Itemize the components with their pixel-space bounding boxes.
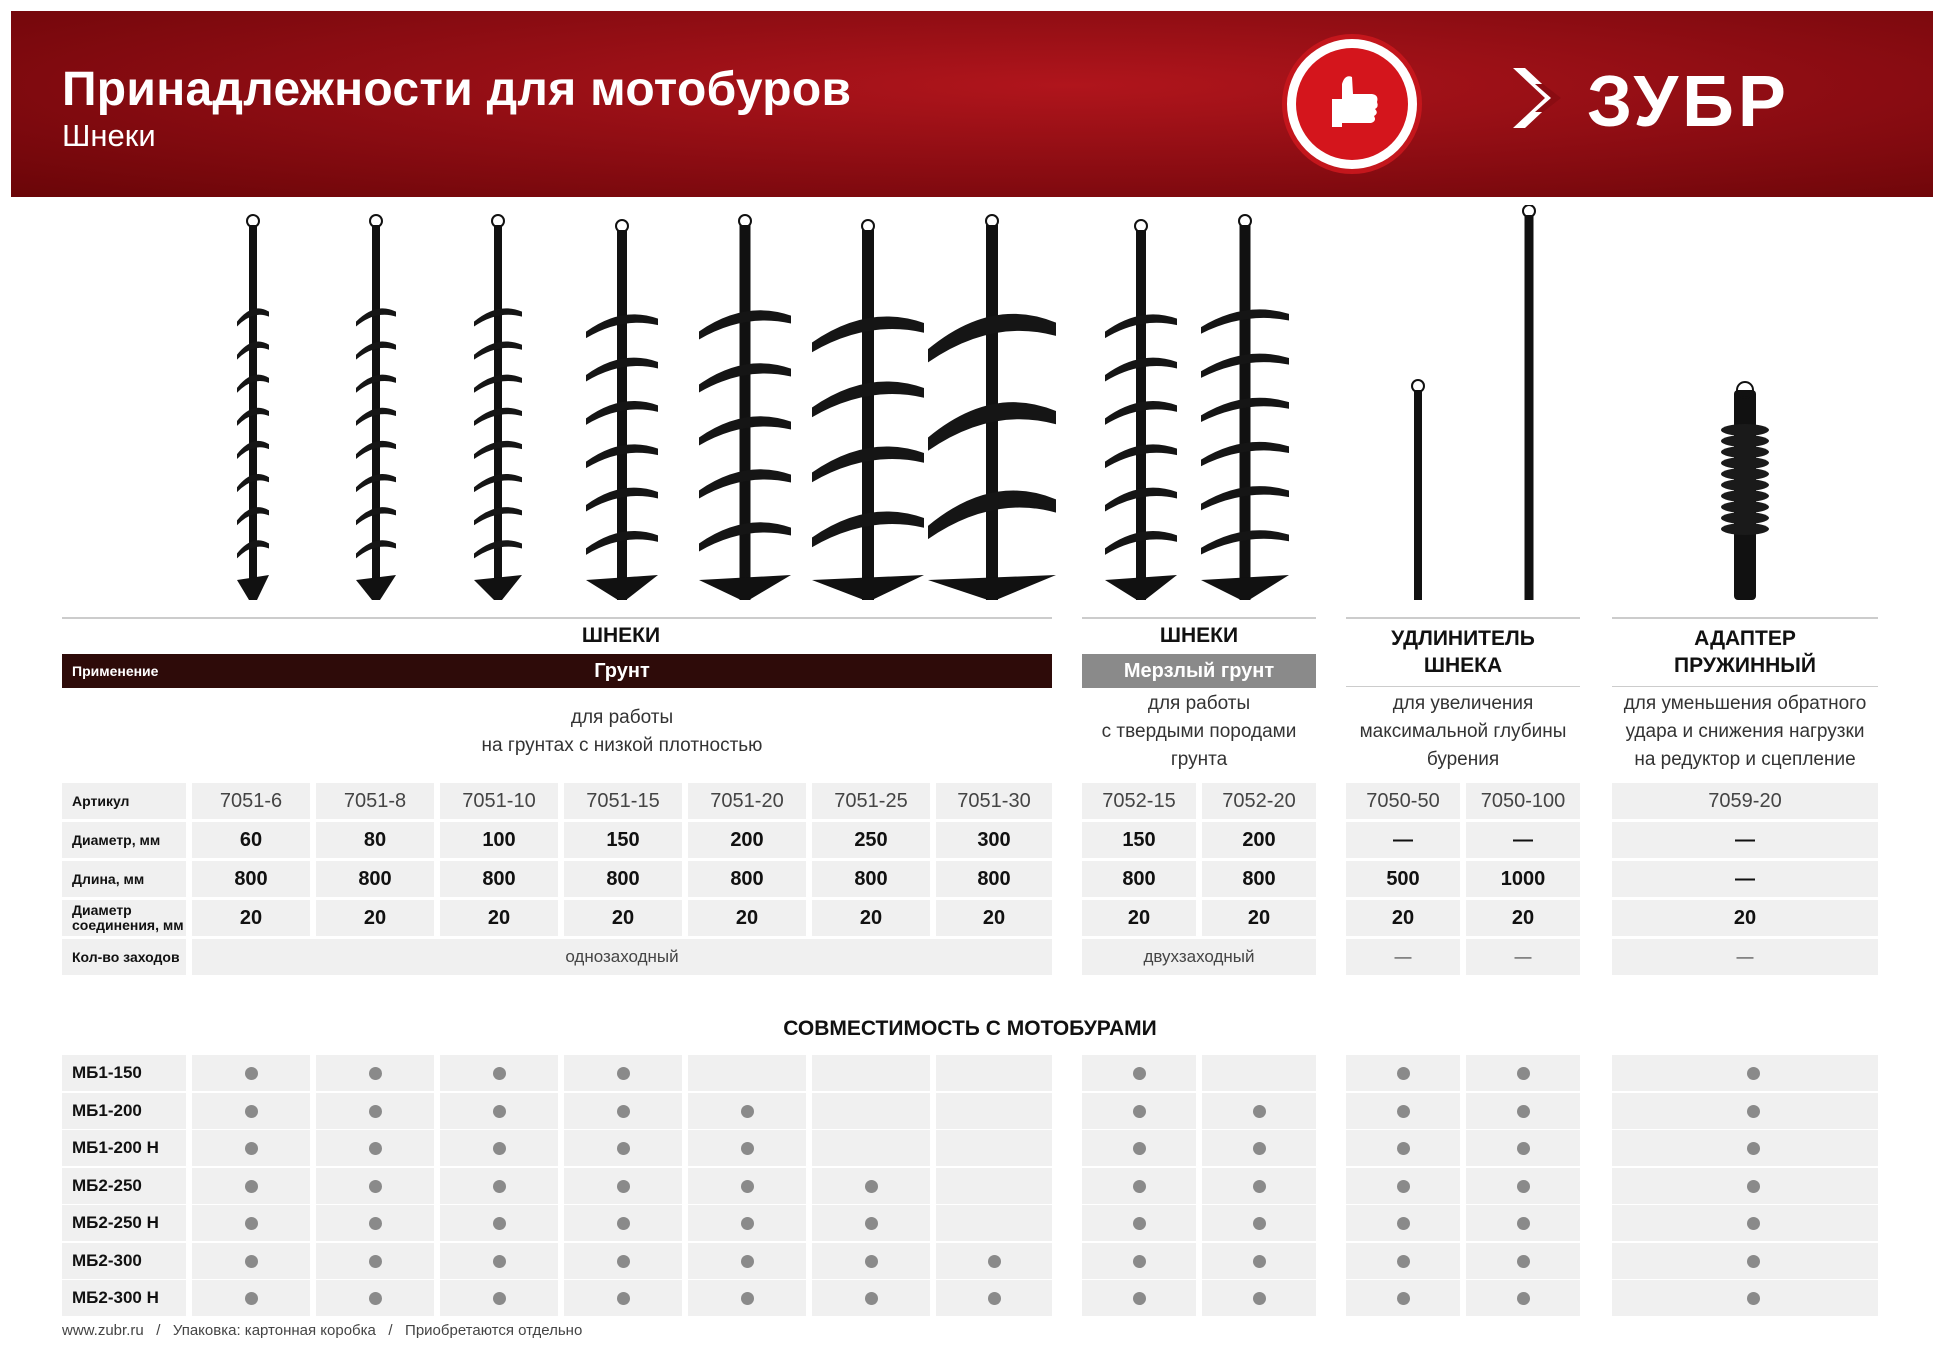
spec-conn-cell: 20 xyxy=(1346,900,1460,936)
spec-conn-cell: 20 xyxy=(936,900,1052,936)
compat-cell xyxy=(1612,1205,1878,1241)
compat-dot xyxy=(617,1217,630,1230)
auger-image xyxy=(1201,215,1289,600)
spec-article-cell: 7052-20 xyxy=(1202,783,1316,819)
spec-length-cell: 800 xyxy=(316,861,434,897)
spec-length-cell: 800 xyxy=(564,861,682,897)
spec-conn-cell: 20 xyxy=(1202,900,1316,936)
spec-diameter-cell: 150 xyxy=(564,822,682,858)
compat-dot xyxy=(1133,1292,1146,1305)
compat-dot xyxy=(369,1217,382,1230)
compat-dot xyxy=(1133,1255,1146,1268)
compat-cell xyxy=(688,1055,806,1091)
spec-passes-frozen: двухзаходный xyxy=(1082,939,1316,975)
compat-dot xyxy=(1747,1105,1760,1118)
compat-dot xyxy=(493,1255,506,1268)
compat-dot xyxy=(1253,1255,1266,1268)
compat-dot xyxy=(741,1142,754,1155)
spec-length-cell: 800 xyxy=(812,861,930,897)
spec-length-cell: 500 xyxy=(1346,861,1460,897)
spec-article-cell: 7051-30 xyxy=(936,783,1052,819)
compat-dot xyxy=(369,1292,382,1305)
auger-shape xyxy=(1721,490,1769,502)
compat-dot xyxy=(617,1142,630,1155)
compat-row-label: МБ1-150 xyxy=(62,1055,186,1091)
compat-cell xyxy=(1612,1130,1878,1166)
auger-shape xyxy=(356,575,396,600)
compat-cell xyxy=(936,1130,1052,1166)
section-divider xyxy=(1612,686,1878,687)
compat-cell xyxy=(812,1093,930,1129)
row-label-connection xyxy=(62,900,186,936)
spec-conn-cell: 20 xyxy=(316,900,434,936)
quality-badge xyxy=(1282,34,1422,174)
spec-conn-cell: 20 xyxy=(812,900,930,936)
compat-dot xyxy=(617,1255,630,1268)
spec-conn-cell: 20 xyxy=(1466,900,1580,936)
auger-shape xyxy=(617,230,627,600)
section-title-extension-1: УДЛИНИТЕЛЬ xyxy=(1391,627,1535,650)
compat-dot xyxy=(493,1217,506,1230)
compat-dot xyxy=(1747,1292,1760,1305)
compat-dot xyxy=(1397,1217,1410,1230)
compat-dot xyxy=(369,1255,382,1268)
compat-cell xyxy=(812,1055,930,1091)
row-label-connection-2: соединения, мм xyxy=(72,917,184,933)
spec-length-cell: — xyxy=(1612,861,1878,897)
compat-dot xyxy=(1517,1105,1530,1118)
auger-shape xyxy=(1201,575,1289,600)
compat-dot xyxy=(493,1180,506,1193)
auger-shape xyxy=(586,575,658,600)
spec-diameter-cell: 250 xyxy=(812,822,930,858)
compat-cell xyxy=(812,1130,930,1166)
page-title: Принадлежности для мотобуров xyxy=(62,63,852,116)
section-title-extension-2: ШНЕКА xyxy=(1423,654,1503,677)
auger-shape xyxy=(1721,512,1769,524)
spec-diameter-cell: — xyxy=(1466,822,1580,858)
compat-dot xyxy=(617,1105,630,1118)
spec-article-cell: 7051-8 xyxy=(316,783,434,819)
compat-dot xyxy=(865,1180,878,1193)
compat-dot xyxy=(1133,1067,1146,1080)
section-divider xyxy=(1082,617,1316,619)
auger-shape xyxy=(928,575,1056,600)
auger-shape xyxy=(1721,457,1769,469)
adapter-image xyxy=(1721,382,1769,600)
section-title-frozen: ШНЕКИ xyxy=(1159,624,1239,647)
compat-dot xyxy=(741,1255,754,1268)
compat-dot xyxy=(1253,1292,1266,1305)
compat-dot xyxy=(1397,1142,1410,1155)
auger-shape xyxy=(1721,446,1769,458)
spec-length-cell: 800 xyxy=(1202,861,1316,897)
spec-article-cell: 7051-20 xyxy=(688,783,806,819)
spec-passes-adapter: — xyxy=(1612,939,1878,975)
compat-dot xyxy=(865,1217,878,1230)
spec-passes-ext1: — xyxy=(1346,939,1460,975)
compat-dot xyxy=(245,1292,258,1305)
spec-diameter-cell: 150 xyxy=(1082,822,1196,858)
footer-text: www.zubr.ru / Упаковка: картонная коробка / Приобретаются отдельно xyxy=(62,1322,583,1339)
auger-image xyxy=(474,215,522,600)
application-label: Применение xyxy=(62,654,192,688)
auger-shape xyxy=(1414,390,1422,600)
compat-dot xyxy=(988,1255,1001,1268)
spec-article-cell: 7050-100 xyxy=(1466,783,1580,819)
compat-dot xyxy=(1253,1105,1266,1118)
spec-conn-cell: 20 xyxy=(564,900,682,936)
auger-shape xyxy=(1721,523,1769,535)
compat-dot xyxy=(245,1067,258,1080)
row-label-length: Длина, мм xyxy=(62,861,186,897)
compat-dot xyxy=(1397,1105,1410,1118)
description-adapter: для уменьшения обратного удара и снижения нагрузки на редуктор и сцепление xyxy=(1623,693,1867,770)
spec-length-cell: 1000 xyxy=(1466,861,1580,897)
compat-dot xyxy=(369,1105,382,1118)
auger-image xyxy=(586,220,658,600)
compat-dot xyxy=(1517,1142,1530,1155)
compat-row-label: МБ2-250 Н xyxy=(62,1205,186,1241)
application-soil: Грунт xyxy=(192,654,1052,688)
compat-dot xyxy=(617,1292,630,1305)
compat-dot xyxy=(1747,1217,1760,1230)
spec-conn-cell: 20 xyxy=(688,900,806,936)
spec-length-cell: 800 xyxy=(1082,861,1196,897)
compat-dot xyxy=(865,1292,878,1305)
section-divider xyxy=(1612,617,1878,619)
compat-row-label: МБ1-200 Н xyxy=(62,1130,186,1166)
compat-dot xyxy=(245,1105,258,1118)
compat-dot xyxy=(1397,1180,1410,1193)
compat-dot xyxy=(1517,1292,1530,1305)
row-label-diameter: Диаметр, мм xyxy=(62,822,186,858)
auger-shape xyxy=(1721,435,1769,447)
spec-conn-cell: 20 xyxy=(192,900,310,936)
spec-diameter-cell: 200 xyxy=(1202,822,1316,858)
spec-article-cell: 7051-10 xyxy=(440,783,558,819)
row-label-connection-1: Диаметр xyxy=(72,902,132,918)
compat-dot xyxy=(741,1292,754,1305)
auger-image xyxy=(699,215,791,600)
compat-row-label: МБ2-250 xyxy=(62,1168,186,1204)
auger-shape xyxy=(812,575,924,600)
compat-dot xyxy=(493,1292,506,1305)
compat-dot xyxy=(493,1142,506,1155)
compat-cell xyxy=(1612,1168,1878,1204)
description-frozen: для работы с твердыми породами грунта xyxy=(1101,693,1297,770)
compatibility-title: СОВМЕСТИМОСТЬ С МОТОБУРАМИ xyxy=(783,1017,1157,1040)
compat-cell xyxy=(936,1205,1052,1241)
spec-length-cell: 800 xyxy=(936,861,1052,897)
compat-dot xyxy=(865,1255,878,1268)
compat-cell xyxy=(1612,1280,1878,1316)
compat-cell xyxy=(1612,1093,1878,1129)
spec-length-cell: 800 xyxy=(688,861,806,897)
spec-diameter-cell: 80 xyxy=(316,822,434,858)
compat-cell xyxy=(936,1168,1052,1204)
compat-cell xyxy=(1612,1243,1878,1279)
spec-passes-ext2: — xyxy=(1466,939,1580,975)
compat-row-label: МБ1-200 xyxy=(62,1093,186,1129)
auger-image xyxy=(928,215,1056,600)
auger-shape xyxy=(862,230,874,600)
spec-article-cell: 7051-15 xyxy=(564,783,682,819)
svg-text:ЗУБР: ЗУБР xyxy=(1587,62,1790,138)
brand-logo xyxy=(1505,58,1885,138)
auger-shape xyxy=(1240,225,1251,600)
compat-dot xyxy=(1253,1180,1266,1193)
application-frozen-soil: Мерзлый грунт xyxy=(1082,654,1316,688)
compat-dot xyxy=(1517,1067,1530,1080)
spec-diameter-cell: — xyxy=(1346,822,1460,858)
extension-image xyxy=(1412,380,1424,600)
compat-dot xyxy=(1253,1217,1266,1230)
product-images xyxy=(0,205,1940,610)
spec-conn-cell: 20 xyxy=(1082,900,1196,936)
auger-shape xyxy=(237,575,269,600)
spec-article-cell: 7051-6 xyxy=(192,783,310,819)
spec-conn-cell: 20 xyxy=(1612,900,1878,936)
spec-diameter-cell: 100 xyxy=(440,822,558,858)
compat-dot xyxy=(1517,1180,1530,1193)
extension-image xyxy=(1523,205,1535,600)
auger-shape xyxy=(1721,468,1769,480)
compat-row-label: МБ2-300 xyxy=(62,1243,186,1279)
compat-dot xyxy=(369,1142,382,1155)
compat-dot xyxy=(1133,1142,1146,1155)
auger-image xyxy=(1105,220,1177,600)
compat-dot xyxy=(245,1217,258,1230)
auger-shape xyxy=(740,225,751,600)
spec-diameter-cell: 300 xyxy=(936,822,1052,858)
compat-cell xyxy=(936,1093,1052,1129)
compat-dot xyxy=(1517,1217,1530,1230)
section-divider xyxy=(1346,686,1580,687)
compat-cell xyxy=(1202,1055,1316,1091)
compat-dot xyxy=(1397,1255,1410,1268)
section-divider xyxy=(1346,617,1580,619)
thumbs-up-icon xyxy=(1332,76,1378,127)
spec-conn-cell: 20 xyxy=(440,900,558,936)
compat-dot xyxy=(1133,1180,1146,1193)
auger-image xyxy=(356,215,396,600)
compat-dot xyxy=(493,1067,506,1080)
auger-image xyxy=(237,215,269,600)
spec-diameter-cell: — xyxy=(1612,822,1878,858)
spec-article-cell: 7051-25 xyxy=(812,783,930,819)
auger-shape xyxy=(1721,501,1769,513)
spec-diameter-cell: 60 xyxy=(192,822,310,858)
auger-shape xyxy=(1136,230,1146,600)
compat-dot xyxy=(617,1067,630,1080)
compat-dot xyxy=(245,1142,258,1155)
spec-length-cell: 800 xyxy=(192,861,310,897)
compat-dot xyxy=(493,1105,506,1118)
compat-dot xyxy=(741,1180,754,1193)
compat-dot xyxy=(1397,1292,1410,1305)
auger-shape xyxy=(474,575,522,600)
section-divider xyxy=(62,617,1052,619)
spec-article-cell: 7050-50 xyxy=(1346,783,1460,819)
compat-dot xyxy=(369,1180,382,1193)
compat-dot xyxy=(988,1292,1001,1305)
auger-shape xyxy=(1525,215,1534,600)
compat-cell xyxy=(936,1055,1052,1091)
row-label-article: Артикул xyxy=(62,783,186,819)
compat-cell xyxy=(1612,1055,1878,1091)
compat-dot xyxy=(1133,1105,1146,1118)
description-augers: для работы на грунтах с низкой плотностью xyxy=(481,707,763,756)
compat-dot xyxy=(245,1255,258,1268)
description-extension: для увеличения максимальной глубины бурения xyxy=(1359,693,1567,770)
compat-dot xyxy=(741,1217,754,1230)
compat-dot xyxy=(1747,1067,1760,1080)
spec-passes-augers: однозаходный xyxy=(192,939,1052,975)
compat-dot xyxy=(245,1180,258,1193)
compat-dot xyxy=(741,1105,754,1118)
section-title-adapter-2: ПРУЖИННЫЙ xyxy=(1674,654,1816,677)
compat-dot xyxy=(1133,1217,1146,1230)
compat-dot xyxy=(1747,1255,1760,1268)
auger-shape xyxy=(1721,479,1769,491)
auger-shape xyxy=(1721,424,1769,436)
compat-row-label: МБ2-300 Н xyxy=(62,1280,186,1316)
compat-dot xyxy=(1397,1067,1410,1080)
spec-length-cell: 800 xyxy=(440,861,558,897)
compat-dot xyxy=(1253,1142,1266,1155)
spec-article-cell: 7052-15 xyxy=(1082,783,1196,819)
auger-image xyxy=(812,220,924,600)
compat-dot xyxy=(617,1180,630,1193)
auger-shape xyxy=(1105,575,1177,600)
row-label-passes: Кол-во заходов xyxy=(62,939,186,975)
auger-shape xyxy=(699,575,791,600)
page-subtitle: Шнеки xyxy=(62,118,156,153)
section-title-adapter-1: АДАПТЕР xyxy=(1694,627,1796,650)
compat-dot xyxy=(1517,1255,1530,1268)
compat-dot xyxy=(1747,1180,1760,1193)
spec-diameter-cell: 200 xyxy=(688,822,806,858)
spec-article-cell: 7059-20 xyxy=(1612,783,1878,819)
compat-dot xyxy=(1747,1142,1760,1155)
compat-dot xyxy=(369,1067,382,1080)
